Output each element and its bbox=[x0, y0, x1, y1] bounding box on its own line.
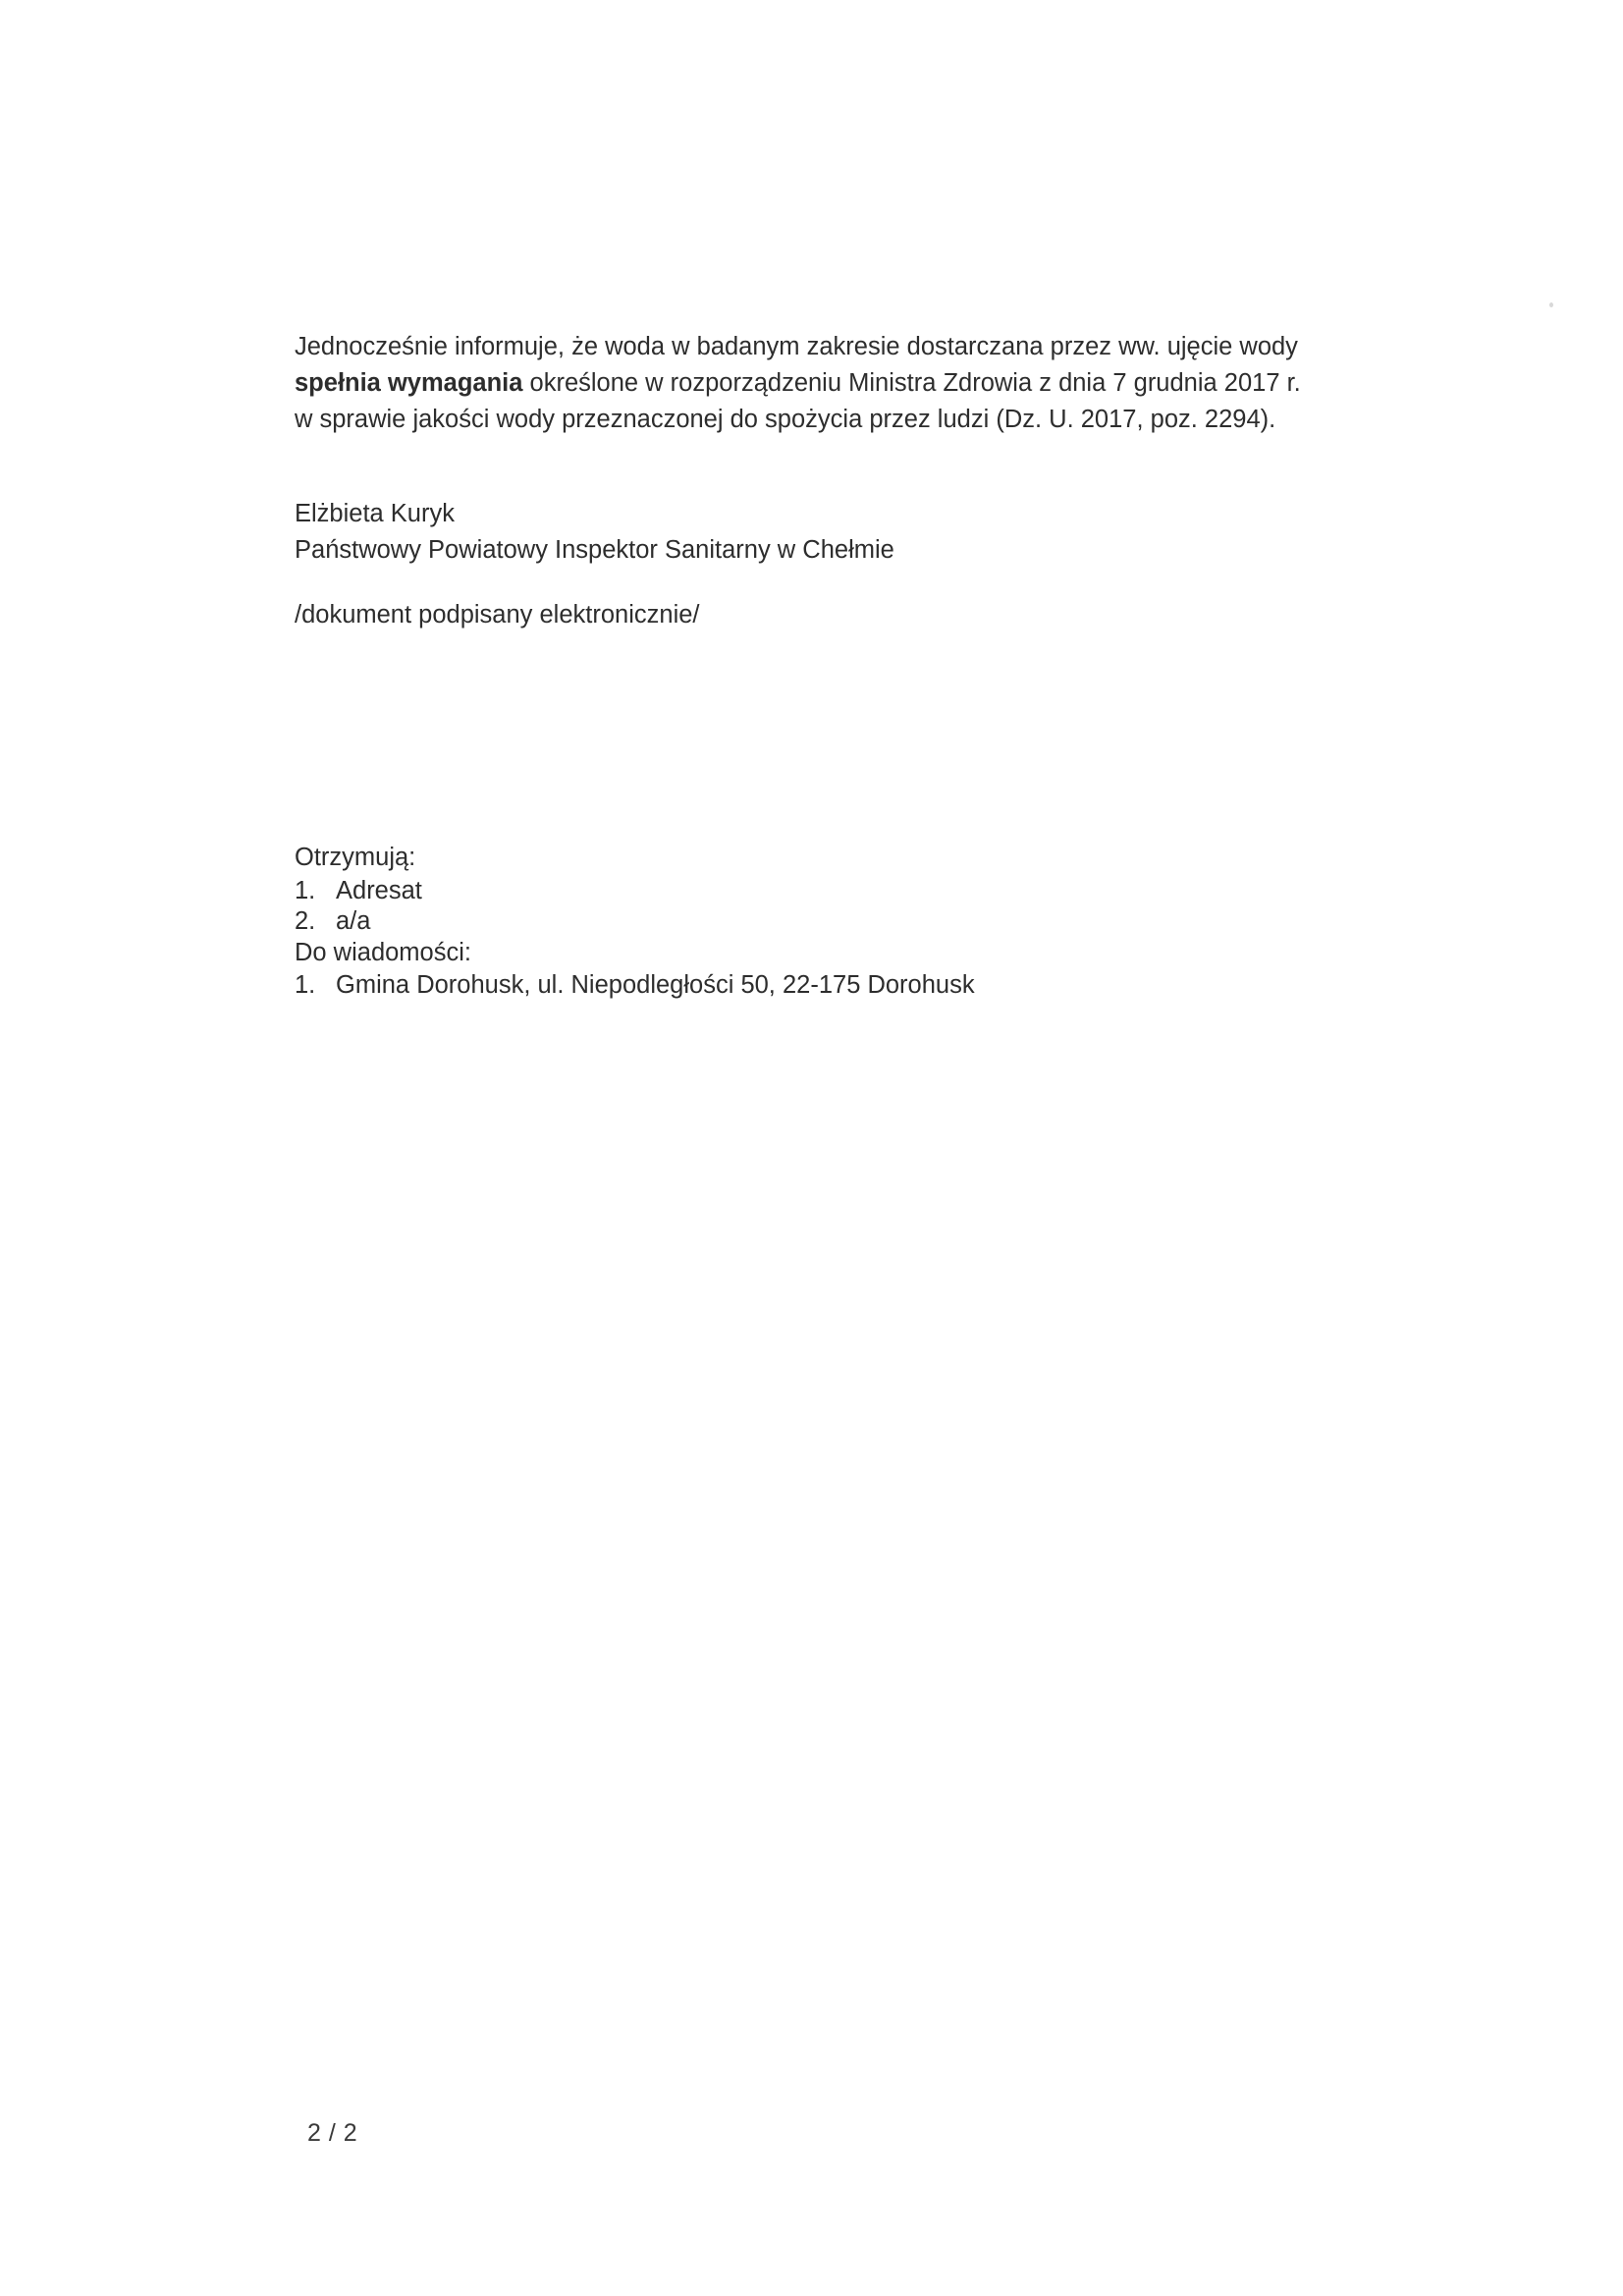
recipients-list bbox=[295, 876, 1375, 938]
list-item-label: Gmina Dorohusk, ul. Niepodległości 50, 22-175 Dorohusk bbox=[336, 971, 975, 999]
list-item-number: 2. bbox=[295, 907, 316, 935]
list-item-label: Adresat bbox=[336, 876, 422, 904]
list-item bbox=[295, 970, 1375, 1002]
signer-title: Państwowy Powiatowy Inspektor Sanitarny w Chełmie bbox=[295, 536, 894, 564]
main-paragraph-block bbox=[295, 329, 1375, 438]
list-item bbox=[295, 876, 1375, 907]
paragraph-conclusion bbox=[295, 329, 1375, 438]
signer-name: Elżbieta Kuryk bbox=[295, 500, 455, 527]
list-item bbox=[295, 906, 1375, 938]
cc-heading: Do wiadomości: bbox=[295, 938, 471, 966]
list-item-label: a/a bbox=[336, 907, 371, 935]
paragraph-line-1: Jednocześnie informuje, że woda w badanym zakresie dostarczana przez ww. ujęcie wody bbox=[295, 333, 1298, 360]
paragraph-line-2-rest: określone w rozporządzeniu Ministra Zdrowia z dnia 7 grudnia 2017 r. bbox=[522, 369, 1301, 397]
electronic-signature-note: /dokument podpisany elektronicznie/ bbox=[295, 601, 700, 629]
cc-list bbox=[295, 970, 1375, 1002]
list-item-number: 1. bbox=[295, 971, 316, 999]
paragraph-line-3: w sprawie jakości wody przeznaczonej do spożycia przez ludzi (Dz. U. 2017, poz. 2294). bbox=[295, 406, 1276, 433]
signature-block bbox=[295, 496, 1375, 569]
scan-speck-decoration bbox=[1549, 302, 1553, 307]
recipients-heading: Otrzymują: bbox=[295, 844, 416, 871]
paragraph-bold-phrase: spełnia wymagania bbox=[295, 369, 523, 397]
recipients-block bbox=[295, 843, 1375, 1002]
list-item-number: 1. bbox=[295, 876, 316, 904]
page-number: 2 / 2 bbox=[307, 2119, 358, 2147]
